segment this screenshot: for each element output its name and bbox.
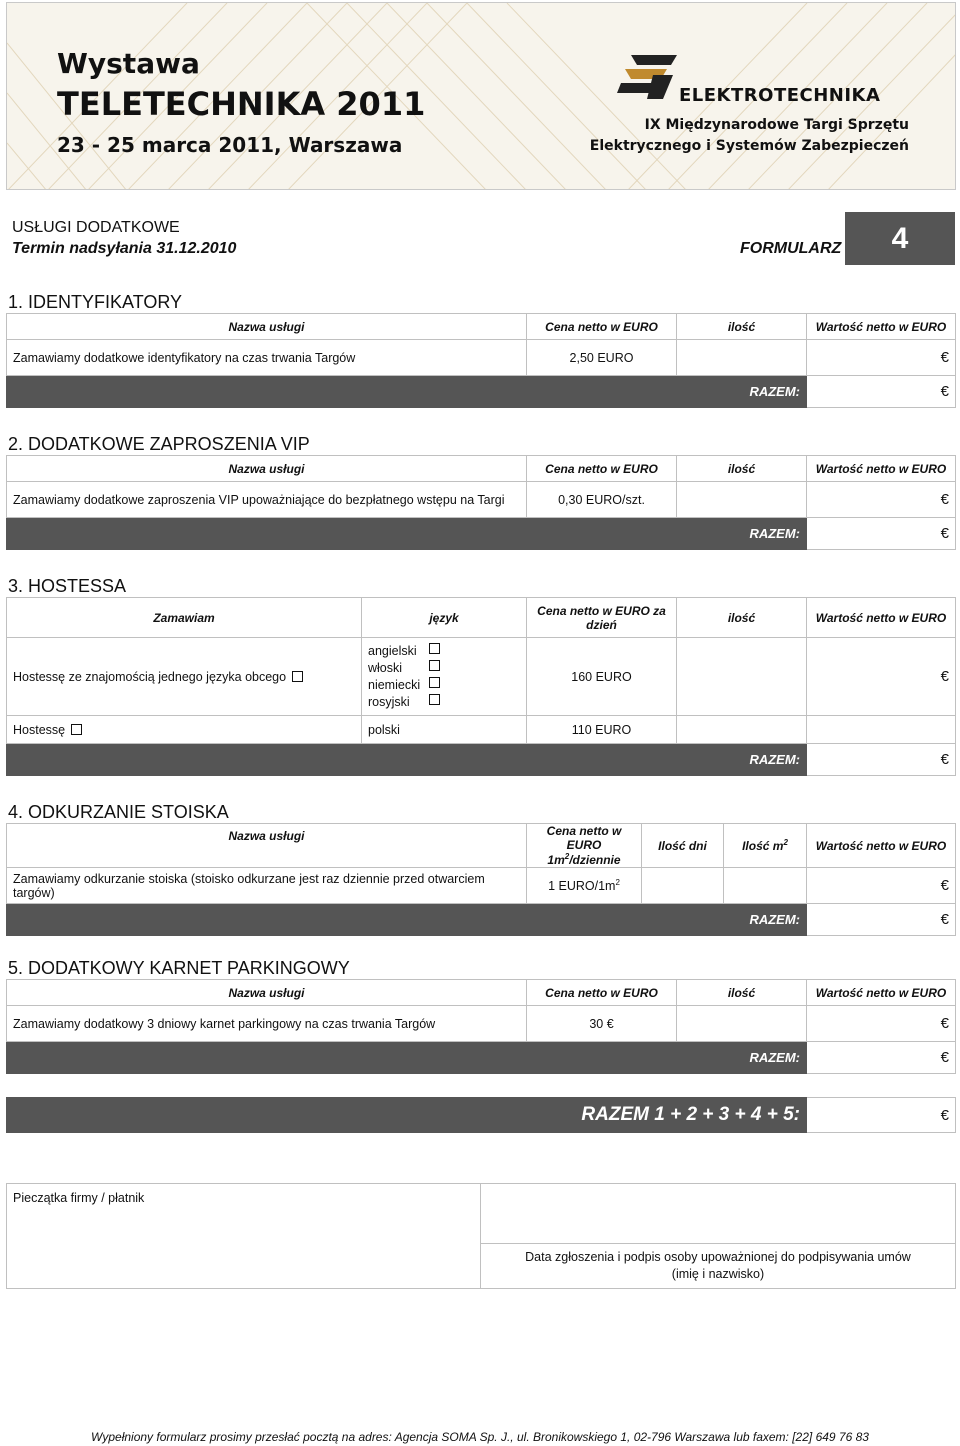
total-label: RAZEM: (7, 744, 807, 776)
unit-price (527, 868, 642, 904)
language-label: angielski (368, 643, 417, 658)
language-label: niemiecki (368, 677, 421, 692)
m2-header-label: Ilość m (742, 839, 784, 853)
col-header-value: Wartość netto w EURO (807, 314, 956, 340)
language-polish: polski (362, 716, 527, 744)
price-header-unit: 1m (547, 853, 565, 867)
table-row (7, 638, 956, 716)
banner-fair-line-2: Elektrycznego i Systemów Zabezpieczeń (589, 138, 909, 154)
euro-symbol: € (940, 383, 949, 400)
euro-symbol: € (940, 751, 949, 768)
col-header-days: Ilość dni (642, 824, 724, 868)
unit-price: 110 EURO (527, 716, 677, 744)
checkbox-hostess-foreign[interactable] (292, 671, 303, 682)
unit-price: 30 € (527, 1006, 677, 1042)
total-row (7, 518, 956, 550)
service-name: Zamawiamy dodatkowe zaproszenia VIP upoważniające do bezpłatnego wstępu na Targi (7, 482, 527, 518)
table-row (7, 1006, 956, 1042)
col-header-value: Wartość netto w EURO (807, 980, 956, 1006)
value-cell-hostess[interactable] (807, 638, 956, 716)
elektrotechnika-logo-icon (617, 51, 679, 103)
unit-price: 160 EURO (527, 638, 677, 716)
euro-symbol: € (940, 491, 949, 508)
col-header-qty: ilość (677, 980, 807, 1006)
grand-total-table (6, 1097, 956, 1133)
qty-input-parking[interactable] (677, 1006, 807, 1042)
table-ids (6, 313, 956, 408)
value-cell-parking[interactable] (807, 1006, 956, 1042)
total-label: RAZEM: (7, 518, 807, 550)
section-title-ids: 1. IDENTYFIKATORY (8, 292, 183, 312)
total-row (7, 376, 956, 408)
language-label: włoski (368, 660, 403, 675)
footer-note: Wypełniony formularz prosimy przesłać pocztą na adres: Agencja SOMA Sp. J., ul. Bronikowskiego 1, 02-796 Warszawa lub faxem: [22] 649 76 83 (91, 1430, 869, 1444)
service-name: Zamawiamy dodatkowy 3 dniowy karnet parkingowy na czas trwania Targów (7, 1006, 527, 1042)
grand-total-label: RAZEM 1 + 2 + 3 + 4 + 5: (7, 1098, 807, 1133)
language-option (368, 694, 440, 711)
table-row (7, 482, 956, 518)
language-option (368, 643, 440, 660)
unit-price-value: 1 EURO/1m (548, 879, 616, 894)
company-stamp-box[interactable] (7, 1184, 481, 1289)
total-label: RAZEM: (7, 376, 807, 408)
euro-symbol: € (940, 1049, 949, 1066)
banner-event-name: TELETECHNIKA 2011 (57, 85, 426, 123)
checkbox-russian[interactable] (429, 694, 440, 705)
table-parking (6, 979, 956, 1074)
checkbox-german[interactable] (429, 677, 440, 688)
total-cell-ids[interactable] (807, 376, 956, 408)
banner-dates: 23 - 25 marca 2011, Warszawa (57, 133, 403, 157)
value-cell-hostess-polish[interactable] (807, 716, 956, 744)
service-name: Zamawiamy odkurzanie stoiska (stoisko odkurzane jest raz dziennie przed otwarciem targów) (7, 868, 527, 904)
col-header-m2 (724, 824, 807, 868)
section-title-hostess: 3. HOSTESSA (8, 576, 127, 596)
grand-total-cell[interactable] (807, 1098, 956, 1133)
col-header-price: Cena netto w EURO (527, 980, 677, 1006)
euro-symbol: € (940, 877, 949, 894)
unit-price-sup: 2 (615, 877, 620, 887)
col-header-qty: ilość (677, 456, 807, 482)
col-header-service: Nazwa usługi (7, 314, 527, 340)
total-cell-parking[interactable] (807, 1042, 956, 1074)
qty-input-hostess-polish[interactable] (677, 716, 807, 744)
checkbox-english[interactable] (429, 643, 440, 654)
form-label: FORMULARZ (740, 240, 842, 257)
price-header-line1: Cena netto w EURO (546, 824, 622, 852)
table-cleaning (6, 823, 956, 936)
signature-caption-line2: (imię i nazwisko) (671, 1267, 765, 1281)
col-header-order: Zamawiam (7, 598, 362, 638)
total-cell-cleaning[interactable] (807, 904, 956, 936)
col-header-value: Wartość netto w EURO (807, 824, 956, 868)
qty-input-ids[interactable] (677, 340, 807, 376)
table-row (7, 340, 956, 376)
euro-symbol: € (940, 668, 949, 685)
total-label: RAZEM: (7, 1042, 807, 1074)
unit-price: 0,30 EURO/szt. (527, 482, 677, 518)
col-header-qty: ilość (677, 314, 807, 340)
banner-fair-line-1: IX Międzynarodowe Targi Sprzętu (644, 117, 909, 133)
col-header-service: Nazwa usługi (7, 824, 527, 868)
euro-symbol: € (940, 911, 949, 928)
col-header-value: Wartość netto w EURO (807, 598, 956, 638)
signature-area[interactable] (481, 1184, 956, 1244)
col-header-price: Cena netto w EURO (527, 314, 677, 340)
euro-symbol: € (940, 1015, 949, 1032)
service-name: Zamawiamy dodatkowe identyfikatory na czas trwania Targów (7, 340, 527, 376)
section-title-parking: 5. DODATKOWY KARNET PARKINGOWY (8, 958, 350, 978)
section-title-vip: 2. DODATKOWE ZAPROSZENIA VIP (8, 434, 310, 454)
col-header-service: Nazwa usługi (7, 980, 527, 1006)
col-header-service: Nazwa usługi (7, 456, 527, 482)
language-options (362, 638, 527, 716)
total-label: RAZEM: (7, 904, 807, 936)
event-banner (6, 2, 956, 190)
total-cell-hostess[interactable] (807, 744, 956, 776)
col-header-price: Cena netto w EURO (527, 456, 677, 482)
total-row (7, 904, 956, 936)
language-label: rosyjski (368, 694, 410, 709)
col-header-value: Wartość netto w EURO (807, 456, 956, 482)
service-name (7, 638, 362, 716)
unit-price: 2,50 EURO (527, 340, 677, 376)
col-header-qty: ilość (677, 598, 807, 638)
hostess-polish-label: Hostessę (13, 722, 66, 737)
total-row (7, 1042, 956, 1074)
signature-caption (481, 1244, 956, 1289)
hostess-foreign-label: Hostessę ze znajomością jednego języka obcego (13, 669, 287, 684)
company-stamp-label: Pieczątka firmy / płatnik (13, 1191, 145, 1205)
euro-symbol: € (940, 525, 949, 542)
euro-symbol: € (940, 1106, 949, 1124)
language-option (368, 660, 440, 677)
euro-symbol: € (940, 349, 949, 366)
checkbox-italian[interactable] (429, 660, 440, 671)
total-row (7, 744, 956, 776)
total-cell-vip[interactable] (807, 518, 956, 550)
table-vip (6, 455, 956, 550)
qty-input-hostess-foreign[interactable] (677, 638, 807, 716)
price-header-sup: 2 (564, 852, 570, 861)
form-number-badge: 4 (845, 212, 955, 265)
value-cell-ids[interactable] (807, 340, 956, 376)
checkbox-hostess-polish[interactable] (71, 724, 82, 735)
logo-wordmark: ELEKTROTECHNIKA (679, 85, 881, 106)
signature-caption-line1: Data zgłoszenia i podpis osoby upoważnionej do podpisywania umów (525, 1250, 911, 1264)
table-row (7, 716, 956, 744)
form-deadline: Termin nadsyłania 31.12.2010 (12, 240, 237, 257)
col-header-language: język (362, 598, 527, 638)
days-input[interactable] (642, 868, 724, 904)
table-hostess (6, 597, 956, 776)
col-header-price-m2 (527, 824, 642, 868)
banner-line-1: Wystawa (57, 47, 200, 80)
qty-input-vip[interactable] (677, 482, 807, 518)
language-option (368, 677, 440, 694)
col-header-price-day: Cena netto w EURO za dzień (527, 598, 677, 638)
section-title-cleaning: 4. ODKURZANIE STOISKA (8, 802, 229, 822)
value-cell-cleaning[interactable] (807, 868, 956, 904)
price-header-suffix: /dziennie (569, 853, 621, 867)
service-name (7, 716, 362, 744)
signature-table (6, 1183, 956, 1289)
m2-input[interactable] (724, 868, 807, 904)
table-row (7, 868, 956, 904)
form-title: USŁUGI DODATKOWE (12, 219, 180, 236)
value-cell-vip[interactable] (807, 482, 956, 518)
m2-header-sup: 2 (783, 838, 788, 847)
